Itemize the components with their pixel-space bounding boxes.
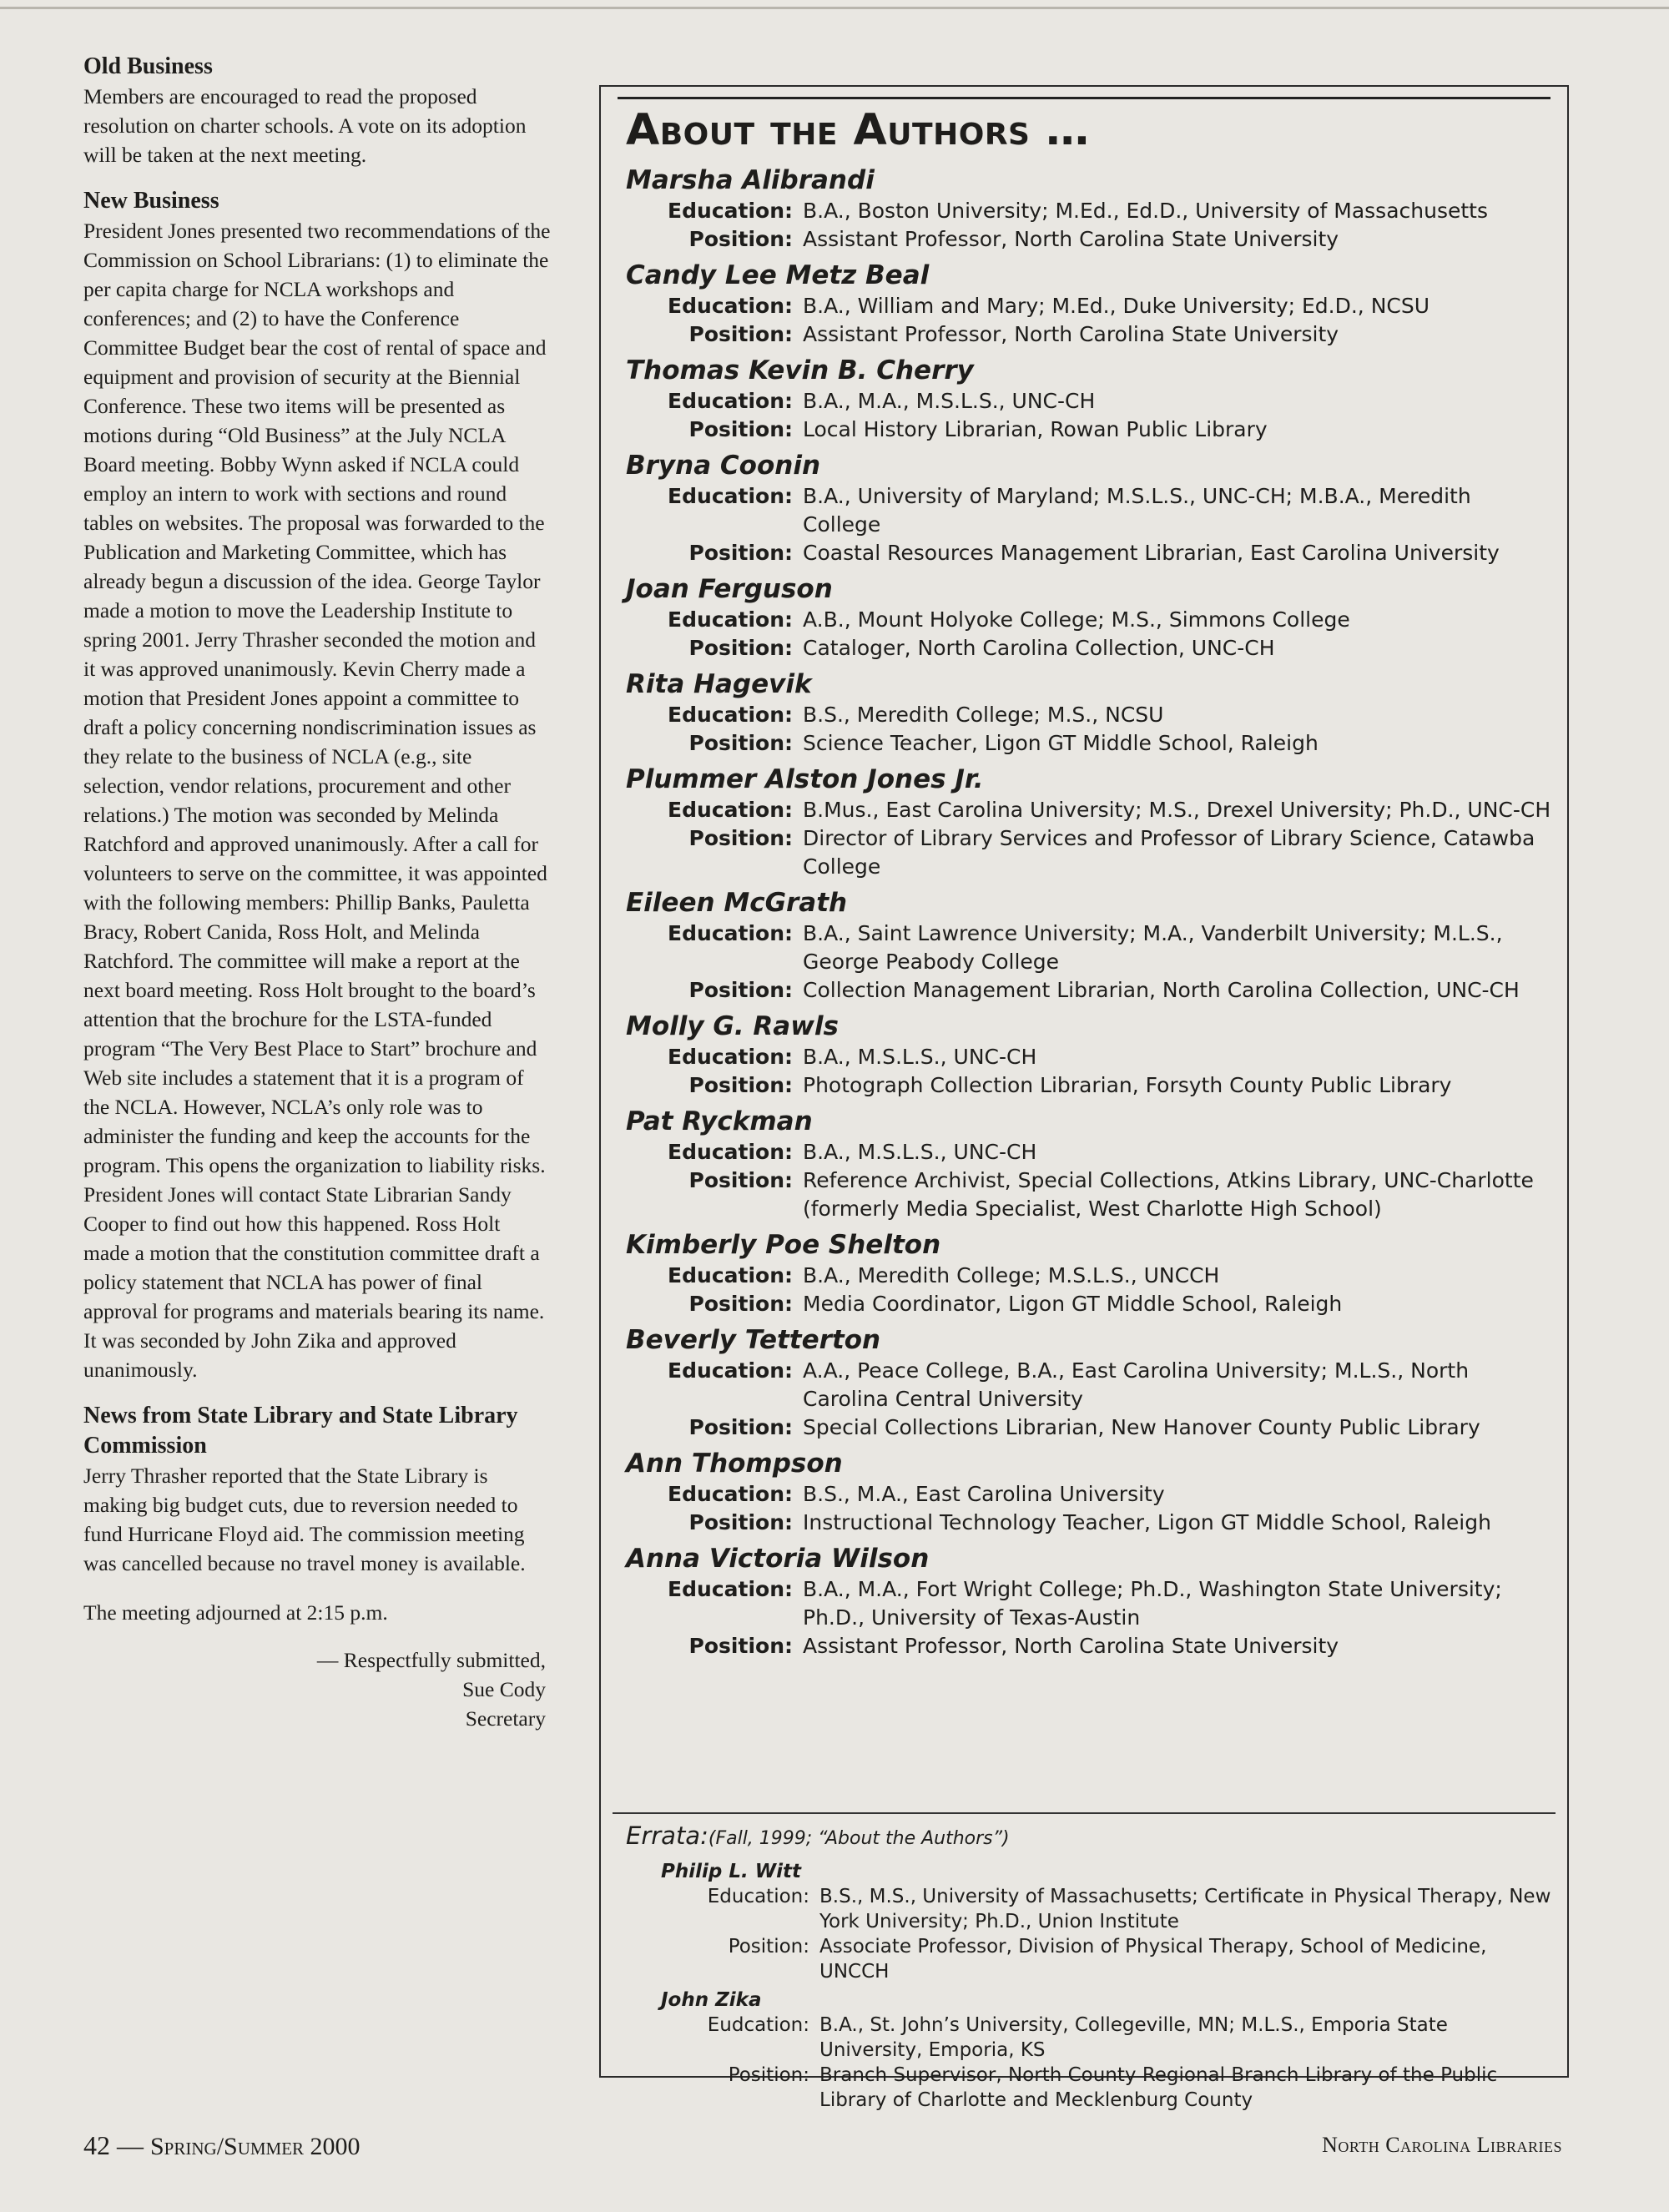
author-entry: [626, 1542, 1552, 1660]
author-name: Marsha Alibrandi: [626, 165, 875, 195]
position-row: [626, 1166, 1552, 1223]
position-value: Instructional Technology Teacher, Ligon GT Middle School, Raleigh: [803, 1510, 1491, 1534]
author-name: Anna Victoria Wilson: [626, 1544, 930, 1574]
position-row: [626, 976, 1552, 1005]
errata-position-row: [626, 1934, 1552, 1984]
education-row: [626, 796, 1552, 824]
position-row: [626, 1413, 1552, 1442]
education-value: B.A., Saint Lawrence University; M.A., Vanderbilt University; M.L.S., George Peabody College: [803, 921, 1503, 974]
position-row: [626, 1071, 1552, 1100]
education-label: Education:: [668, 607, 793, 632]
about-authors-title: About the Authors …: [626, 105, 1090, 155]
position-row: [626, 1290, 1552, 1318]
old-business-heading: Old Business: [83, 53, 213, 79]
position-row: [626, 824, 1552, 881]
education-row: [626, 1480, 1552, 1509]
position-value: Local History Librarian, Rowan Public Library: [803, 417, 1268, 441]
author-entry: [626, 259, 1552, 349]
author-entry: [626, 164, 1552, 254]
education-row: [626, 387, 1552, 416]
author-entry: [626, 572, 1552, 663]
errata-name: Philip L. Witt: [661, 1861, 801, 1882]
errata-section: [626, 1819, 1552, 2113]
education-value: B.A., University of Maryland; M.S.L.S., UNC-CH; M.B.A., Meredith College: [803, 484, 1471, 537]
position-row: [626, 1509, 1552, 1537]
education-value: B.A., Boston University; M.Ed., Ed.D., University of Massachusetts: [803, 199, 1488, 223]
author-name: Pat Ryckman: [626, 1106, 813, 1136]
errata-position-value: Branch Supervisor, North County Regional Branch Library of the Public Library of Charlotte and Mecklenburg County: [819, 2064, 1498, 2111]
position-label: Position:: [688, 1415, 793, 1439]
position-value: Coastal Resources Management Librarian, East Carolina University: [803, 541, 1500, 565]
errata-title: Errata:: [626, 1821, 708, 1850]
position-value: Photograph Collection Librarian, Forsyth County Public Library: [803, 1073, 1452, 1097]
errata-position-label: Position:: [728, 1936, 809, 1958]
position-label: Position:: [688, 1292, 793, 1316]
education-row: [626, 197, 1552, 225]
position-label: Position:: [688, 731, 793, 755]
position-label: Position:: [688, 636, 793, 660]
position-row: [626, 634, 1552, 663]
position-row: [626, 225, 1552, 254]
position-value: Collection Management Librarian, North Carolina Collection, UNC-CH: [803, 978, 1520, 1002]
education-row: [626, 482, 1552, 539]
author-entry: [626, 449, 1552, 567]
position-label: Position:: [688, 541, 793, 565]
position-value: Cataloger, North Carolina Collection, UNC-CH: [803, 636, 1275, 660]
author-name: Thomas Kevin B. Cherry: [626, 355, 974, 385]
education-label: Education:: [668, 1140, 793, 1164]
errata-position-row: [626, 2063, 1552, 2113]
education-value: B.A., M.A., M.S.L.S., UNC-CH: [803, 389, 1096, 413]
education-label: Education:: [668, 1358, 793, 1383]
new-business-heading: New Business: [83, 188, 219, 214]
position-row: [626, 416, 1552, 444]
education-label: Education:: [668, 1482, 793, 1506]
education-label: Education:: [668, 1577, 793, 1601]
position-label: Position:: [688, 1510, 793, 1534]
author-name: Joan Ferguson: [626, 574, 833, 604]
position-value: Director of Library Services and Professor of Library Science, Catawba College: [803, 826, 1535, 879]
author-name: Ann Thompson: [626, 1449, 843, 1479]
errata-education-row: [626, 2013, 1552, 2063]
footer-dash: —: [117, 2130, 144, 2160]
errata-education-value: B.S., M.S., University of Massachusetts; Certificate in Physical Therapy, New York University; Ph.D., Union Institute: [819, 1886, 1551, 1932]
author-name: Beverly Tetterton: [626, 1325, 881, 1355]
education-value: B.A., M.S.L.S., UNC-CH: [803, 1140, 1037, 1164]
education-value: B.S., Meredith College; M.S., NCSU: [803, 703, 1164, 727]
authors-list: [626, 164, 1552, 1665]
errata-subtitle: (Fall, 1999; “About the Authors”): [708, 1828, 1010, 1849]
position-row: [626, 729, 1552, 758]
position-value: Reference Archivist, Special Collections, Atkins Library, UNC-Charlotte (formerly Media Specialist, West Charlotte High School): [803, 1168, 1534, 1221]
errata-list: [626, 1859, 1552, 2113]
education-value: B.A., M.A., Fort Wright College; Ph.D., Washington State University; Ph.D., University of Texas-Austin: [803, 1577, 1502, 1630]
author-name: Eileen McGrath: [626, 888, 848, 918]
author-name: Molly G. Rawls: [626, 1011, 839, 1041]
position-label: Position:: [688, 978, 793, 1002]
education-row: [626, 606, 1552, 634]
author-name: Kimberly Poe Shelton: [626, 1230, 941, 1260]
education-label: Education:: [668, 798, 793, 822]
education-value: B.Mus., East Carolina University; M.S., Drexel University; Ph.D., UNC-CH: [803, 798, 1551, 822]
author-entry: [626, 1105, 1552, 1223]
education-value: B.A., William and Mary; M.Ed., Duke University; Ed.D., NCSU: [803, 294, 1430, 318]
education-label: Education:: [668, 921, 793, 945]
education-row: [626, 920, 1552, 976]
minutes-column: [83, 52, 551, 1733]
education-label: Education:: [668, 199, 793, 223]
education-value: B.A., M.S.L.S., UNC-CH: [803, 1045, 1037, 1069]
position-label: Position:: [688, 1634, 793, 1658]
education-label: Education:: [668, 1045, 793, 1069]
author-entry: [626, 354, 1552, 444]
top-rule: [0, 7, 1669, 9]
education-label: Education:: [668, 703, 793, 727]
education-value: B.A., Meredith College; M.S.L.S., UNCCH: [803, 1263, 1220, 1287]
errata-entry: [626, 1988, 1552, 2113]
errata-education-row: [626, 1884, 1552, 1934]
education-label: Education:: [668, 389, 793, 413]
new-business-body: President Jones presented two recommendations of the Commission on School Librarians: (1) to eliminate the per capita charge for NCLA workshops and conferences; and (2) to have the Conference Committee Budget bear the cost of rental of space and equipment and provision of security at the Biennial Conference. These two items will be presented as motions during “Old Business” at the July NCLA Board meeting. Bobby Wynn asked if NCLA could employ an intern to work with sections and round tables on websites. The proposal was forwarded to the Publication and Marketing Committee, which has already begun a discussion of the idea. George Taylor made a motion to move the Leadership Institute to spring 2001. Jerry Thrasher seconded the motion and it was approved unanimously. Kevin Cherry made a motion that President Jones appoint a committee to draft a policy concerning nondiscrimination issues as they relate to the business of NCLA (e.g., site selection, vendor relations, procurement and other relations.) The motion was seconded by Melinda Ratchford and approved unanimously. After a call for volunteers to serve on the committee, it was appointed with the following members: Phillip Banks, Pauletta Bracy, Robert Canida, Ross Holt, and Melinda Ratchford. The committee will make a report at the next board meeting. Ross Holt brought to the board’s attention that the brochure for the LSTA-funded program “The Very Best Place to Start” brochure and Web site includes a statement that it is a program of the NCLA. However, NCLA’s only role was to administer the funding and keep the accounts for the program. This opens the organization to liability risks. President Jones will contact State Librarian Sandy Cooper to find out how this happened. Ross Holt made a motion that the constitution committee draft a policy statement that NCLA has power of final approval for programs and materials bearing its name. It was seconded by John Zika and approved unanimously.: [83, 219, 551, 1382]
position-value: Assistant Professor, North Carolina State University: [803, 322, 1339, 346]
errata-name: John Zika: [661, 1989, 762, 2011]
education-row: [626, 292, 1552, 320]
errata-education-label: Education:: [707, 1886, 809, 1907]
errata-entry: [626, 1859, 1552, 1984]
errata-divider: [613, 1812, 1556, 1814]
errata-education-label: Eudcation:: [707, 2014, 809, 2036]
signoff-name: Sue Cody: [462, 1677, 546, 1701]
education-row: [626, 1357, 1552, 1413]
position-row: [626, 320, 1552, 349]
position-value: Assistant Professor, North Carolina State University: [803, 1634, 1339, 1658]
position-label: Position:: [688, 417, 793, 441]
author-name: Bryna Coonin: [626, 451, 821, 481]
errata-heading: [626, 1819, 1552, 1856]
signoff-title: Secretary: [465, 1706, 546, 1731]
position-label: Position:: [688, 1073, 793, 1097]
errata-education-value: B.A., St. John’s University, Collegeville, MN; M.L.S., Emporia State University, Emporia, KS: [819, 2014, 1448, 2061]
author-entry: [626, 763, 1552, 881]
education-row: [626, 1575, 1552, 1632]
education-row: [626, 1262, 1552, 1290]
signoff: [83, 1645, 551, 1733]
author-entry: [626, 886, 1552, 1005]
box-top-rule: [618, 97, 1551, 99]
position-value: Media Coordinator, Ligon GT Middle School, Raleigh: [803, 1292, 1343, 1316]
position-row: [626, 1632, 1552, 1660]
signoff-line: — Respectfully submitted,: [316, 1648, 546, 1672]
education-label: Education:: [668, 294, 793, 318]
position-value: Science Teacher, Ligon GT Middle School, Raleigh: [803, 731, 1319, 755]
page-number: 42: [83, 2130, 110, 2160]
author-entry: [626, 668, 1552, 758]
author-entry: [626, 1323, 1552, 1442]
education-row: [626, 701, 1552, 729]
author-name: Plummer Alston Jones Jr.: [626, 764, 984, 794]
education-value: B.S., M.A., East Carolina University: [803, 1482, 1165, 1506]
position-label: Position:: [688, 322, 793, 346]
state-library-heading: News from State Library and State Library Commission: [83, 1403, 518, 1459]
position-label: Position:: [688, 1168, 793, 1192]
education-label: Education:: [668, 1263, 793, 1287]
author-name: Rita Hagevik: [626, 669, 812, 699]
education-row: [626, 1043, 1552, 1071]
position-row: [626, 539, 1552, 567]
position-label: Position:: [688, 826, 793, 850]
issue-label: Spring/Summer 2000: [150, 2133, 361, 2160]
position-label: Position:: [688, 227, 793, 251]
education-value: A.B., Mount Holyoke College; M.S., Simmons College: [803, 607, 1350, 632]
education-label: Education:: [668, 484, 793, 508]
author-entry: [626, 1228, 1552, 1318]
author-entry: [626, 1447, 1552, 1537]
author-entry: [626, 1010, 1552, 1100]
errata-position-value: Associate Professor, Division of Physical Therapy, School of Medicine, UNCCH: [819, 1936, 1487, 1983]
errata-position-label: Position:: [728, 2064, 809, 2086]
adjourned-text: The meeting adjourned at 2:15 p.m.: [83, 1600, 388, 1625]
old-business-body: Members are encouraged to read the proposed resolution on charter schools. A vote on its adoption will be taken at the next meeting.: [83, 84, 527, 167]
about-authors-box: [599, 85, 1569, 2111]
position-value: Assistant Professor, North Carolina State University: [803, 227, 1339, 251]
journal-name: North Carolina Libraries: [1322, 2133, 1562, 2157]
education-row: [626, 1138, 1552, 1166]
page-footer-left: [83, 2130, 361, 2161]
state-library-body: Jerry Thrasher reported that the State Library is making big budget cuts, due to reversion needed to fund Hurricane Floyd aid. The commission meeting was cancelled because no travel money is available.: [83, 1464, 526, 1575]
education-value: A.A., Peace College, B.A., East Carolina University; M.L.S., North Carolina Central University: [803, 1358, 1470, 1411]
position-value: Special Collections Librarian, New Hanover County Public Library: [803, 1415, 1480, 1439]
author-name: Candy Lee Metz Beal: [626, 260, 930, 290]
